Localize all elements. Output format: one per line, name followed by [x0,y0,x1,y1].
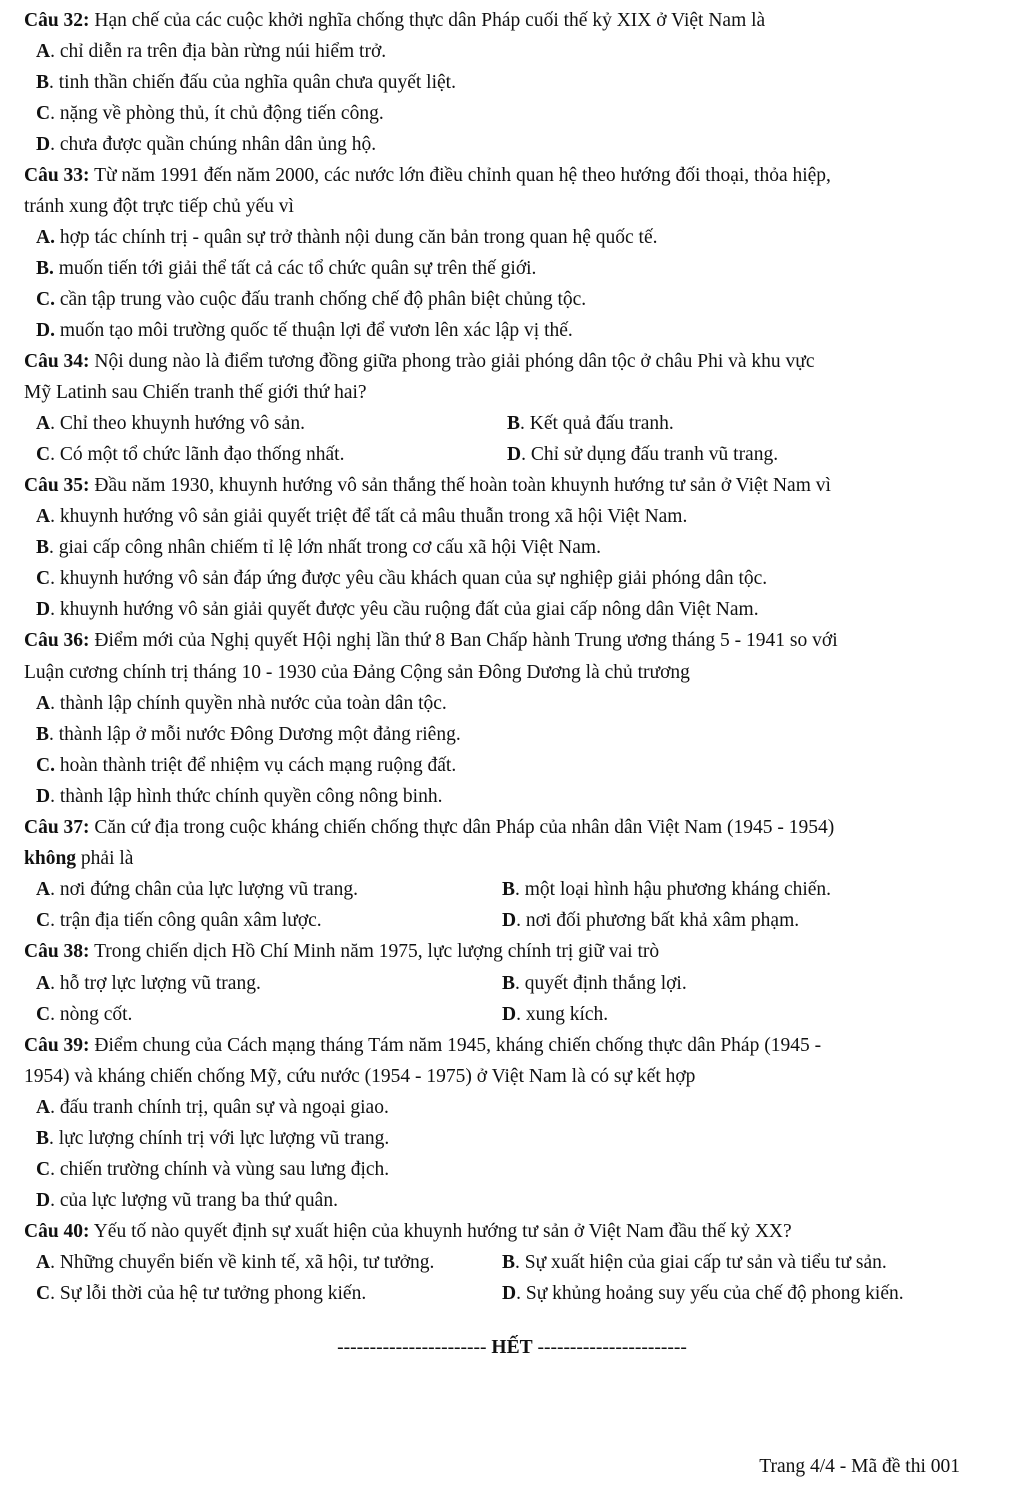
option-37-a: A. nơi đứng chân của lực lượng vũ trang. [36,879,359,900]
option-32-d: D. chưa được quần chúng nhân dân ủng hộ. [36,134,377,155]
question-37-cont: không phải là [24,848,134,869]
question-35: Câu 35: Đầu năm 1930, khuynh hướng vô sản thắng thế hoàn toàn khuynh hướng tư sản ở Việt Nam vì [24,475,831,496]
question-32: Câu 32: Hạn chế của các cuộc khởi nghĩa chống thực dân Pháp cuối thế kỷ XIX ở Việt Nam là [24,10,766,31]
question-33-cont: tránh xung đột trực tiếp chủ yếu vì [24,196,294,217]
option-40-b: B. Sự xuất hiện của giai cấp tư sản và tiểu tư sản. [502,1252,887,1273]
option-35-a: A. khuynh hướng vô sản giải quyết triệt để tất cả mâu thuẫn trong xã hội Việt Nam. [36,506,688,527]
option-32-c: C. nặng về phòng thủ, ít chủ động tiến công. [36,103,384,124]
option-37-c: C. trận địa tiến công quân xâm lược. [36,910,322,931]
option-37-b: B. một loại hình hậu phương kháng chiến. [502,879,832,900]
question-34-cont: Mỹ Latinh sau Chiến tranh thế giới thứ hai? [24,382,367,403]
option-36-d: D. thành lập hình thức chính quyền công nông binh. [36,786,443,807]
option-39-c: C. chiến trường chính và vùng sau lưng địch. [36,1159,390,1180]
option-34-d: D. Chỉ sử dụng đấu tranh vũ trang. [507,444,779,465]
option-38-c: C. nòng cốt. [36,1004,133,1025]
option-36-c: C. hoàn thành triệt để nhiệm vụ cách mạng ruộng đất. [36,755,457,776]
option-34-b: B. Kết quả đấu tranh. [507,413,674,434]
question-39: Câu 39: Điểm chung của Cách mạng tháng Tám năm 1945, kháng chiến chống thực dân Pháp (1945 - [24,1035,822,1056]
question-37: Câu 37: Căn cứ địa trong cuộc kháng chiến chống thực dân Pháp của nhân dân Việt Nam (1945 - 1954) [24,817,835,838]
question-38: Câu 38: Trong chiến dịch Hồ Chí Minh năm 1975, lực lượng chính trị giữ vai trò [24,941,660,962]
option-34-a: A. Chỉ theo khuynh hướng vô sản. [36,413,305,434]
option-33-a: A. hợp tác chính trị - quân sự trở thành nội dung căn bản trong quan hệ quốc tế. [36,227,658,248]
option-35-c: C. khuynh hướng vô sản đáp ứng được yêu cầu khách quan của sự nghiệp giải phóng dân tộc. [36,568,768,589]
option-37-d: D. nơi đối phương bất khả xâm phạm. [502,910,800,931]
option-38-b: B. quyết định thắng lợi. [502,973,687,994]
option-40-a: A. Những chuyển biến về kinh tế, xã hội, tư tưởng. [36,1252,435,1273]
question-39-cont: 1954) và kháng chiến chống Mỹ, cứu nước (1954 - 1975) ở Việt Nam là có sự kết hợp [24,1066,696,1087]
option-39-a: A. đấu tranh chính trị, quân sự và ngoại giao. [36,1097,389,1118]
option-38-a: A. hỗ trợ lực lượng vũ trang. [36,973,261,994]
page-footer: Trang 4/4 - Mã đề thi 001 [759,1456,960,1477]
option-33-d: D. muốn tạo môi trường quốc tế thuận lợi để vươn lên xác lập vị thế. [36,320,573,341]
option-36-a: A. thành lập chính quyền nhà nước của toàn dân tộc. [36,693,447,714]
question-33: Câu 33: Từ năm 1991 đến năm 2000, các nước lớn điều chỉnh quan hệ theo hướng đối thoại, thỏa hiệp, [24,165,831,186]
option-39-b: B. lực lượng chính trị với lực lượng vũ trang. [36,1128,390,1149]
question-36-cont: Luận cương chính trị tháng 10 - 1930 của Đảng Cộng sản Đông Dương là chủ trương [24,662,690,683]
option-40-d: D. Sự khủng hoảng suy yếu của chế độ phong kiến. [502,1283,904,1304]
option-34-c: C. Có một tổ chức lãnh đạo thống nhất. [36,444,345,465]
option-35-d: D. khuynh hướng vô sản giải quyết được yêu cầu ruộng đất của giai cấp nông dân Việt Nam. [36,599,759,620]
option-40-c: C. Sự lỗi thời của hệ tư tưởng phong kiến. [36,1283,367,1304]
option-33-c: C. cần tập trung vào cuộc đấu tranh chống chế độ phân biệt chủng tộc. [36,289,587,310]
option-32-a: A. chỉ diễn ra trên địa bàn rừng núi hiểm trở. [36,41,387,62]
question-34: Câu 34: Nội dung nào là điểm tương đồng giữa phong trào giải phóng dân tộc ở châu Phi và khu vực [24,351,815,372]
option-35-b: B. giai cấp công nhân chiếm tỉ lệ lớn nhất trong cơ cấu xã hội Việt Nam. [36,537,601,558]
option-38-d: D. xung kích. [502,1004,609,1025]
option-39-d: D. của lực lượng vũ trang ba thứ quân. [36,1190,338,1211]
question-40: Câu 40: Yếu tố nào quyết định sự xuất hiện của khuynh hướng tư sản ở Việt Nam đầu thế kỷ XX? [24,1221,792,1242]
option-36-b: B. thành lập ở mỗi nước Đông Dương một đảng riêng. [36,724,461,745]
option-33-b: B. muốn tiến tới giải thể tất cả các tổ chức quân sự trên thế giới. [36,258,537,279]
option-32-b: B. tinh thần chiến đấu của nghĩa quân chưa quyết liệt. [36,72,456,93]
end-marker: ----------------------- HẾT ----------------------- [337,1337,687,1358]
question-36: Câu 36: Điểm mới của Nghị quyết Hội nghị lần thứ 8 Ban Chấp hành Trung ương tháng 5 - 1941 so với [24,630,838,651]
